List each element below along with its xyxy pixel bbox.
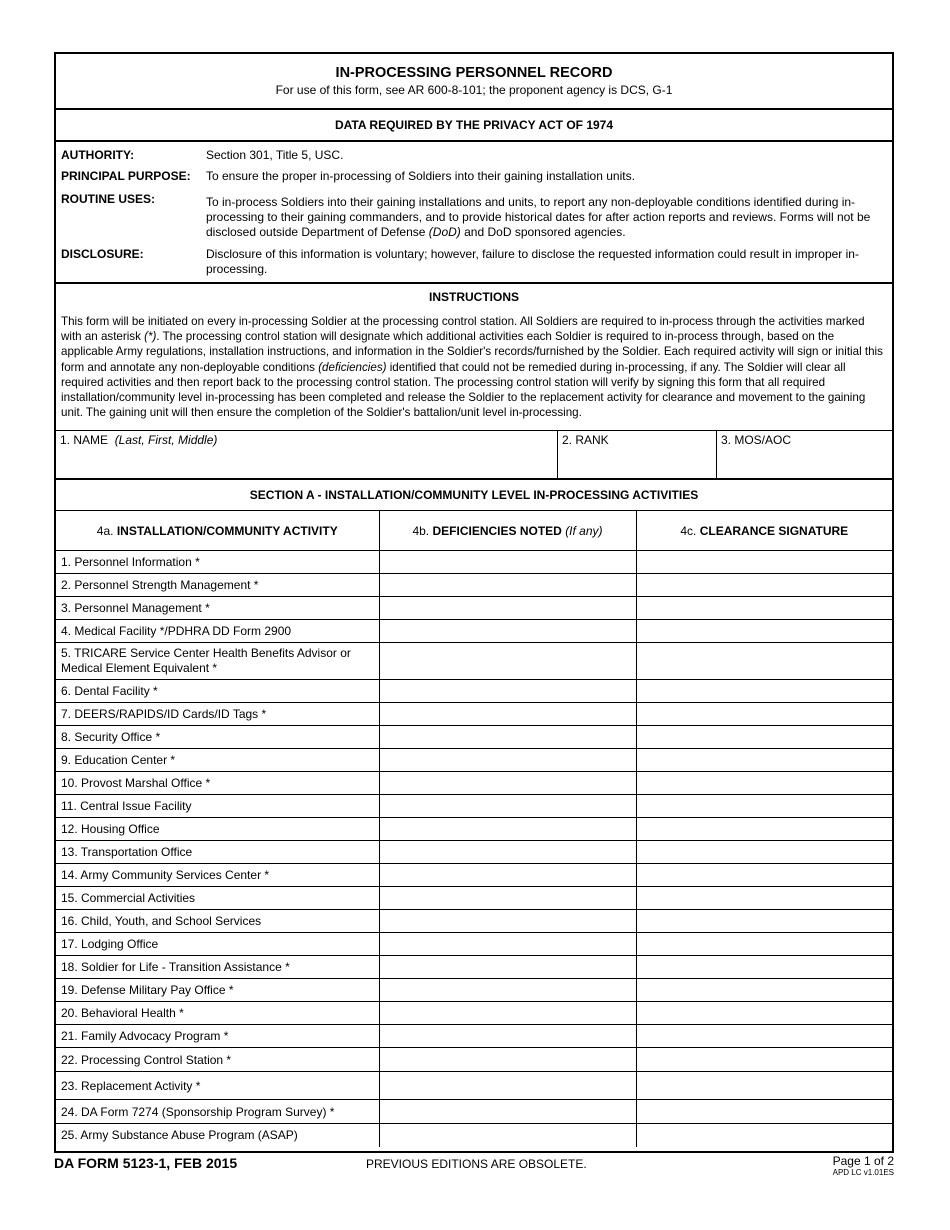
table-row (56, 933, 892, 956)
clearance-signature-input[interactable] (636, 910, 892, 933)
clearance-signature-input[interactable] (636, 680, 892, 703)
deficiencies-input[interactable] (379, 864, 636, 887)
deficiencies-input[interactable] (379, 887, 636, 910)
deficiencies-input[interactable] (379, 1124, 636, 1147)
privacy-act-heading: DATA REQUIRED BY THE PRIVACY ACT OF 1974 (56, 110, 892, 142)
deficiencies-input[interactable] (379, 795, 636, 818)
deficiencies-input[interactable] (379, 933, 636, 956)
clearance-signature-input[interactable] (636, 551, 892, 574)
deficiencies-input[interactable] (379, 597, 636, 620)
deficiencies-input[interactable] (379, 1048, 636, 1072)
activity-label: 14. Army Community Services Center * (56, 864, 379, 887)
privacy-act-statement (56, 142, 892, 284)
deficiencies-input[interactable] (379, 841, 636, 864)
deficiencies-input[interactable] (379, 703, 636, 726)
form-header (56, 54, 892, 110)
table-row (56, 1072, 892, 1100)
form-subtitle: For use of this form, see AR 600-8-101; the proponent agency is DCS, G-1 (275, 83, 673, 97)
table-header-row (56, 511, 892, 551)
authority-label: AUTHORITY: (61, 148, 135, 162)
page-number: Page 1 of 2 (832, 1154, 894, 1168)
activity-label: 9. Education Center * (56, 749, 379, 772)
table-row (56, 1124, 892, 1147)
activity-label: 11. Central Issue Facility (56, 795, 379, 818)
form-title: IN-PROCESSING PERSONNEL RECORD (335, 65, 613, 81)
clearance-signature-input[interactable] (636, 979, 892, 1002)
column-header-activity: 4a. INSTALLATION/COMMUNITY ACTIVITY (56, 511, 379, 551)
activities-table (56, 511, 892, 1147)
soldier-identification-row (56, 431, 892, 480)
activity-label: 3. Personnel Management * (56, 597, 379, 620)
table-row (56, 795, 892, 818)
clearance-signature-input[interactable] (636, 818, 892, 841)
activity-label: 4. Medical Facility */PDHRA DD Form 2900 (56, 620, 379, 643)
table-row (56, 551, 892, 574)
table-row (56, 887, 892, 910)
clearance-signature-input[interactable] (636, 703, 892, 726)
table-row (56, 680, 892, 703)
clearance-signature-input[interactable] (636, 574, 892, 597)
deficiencies-input[interactable] (379, 910, 636, 933)
routine-uses-label: ROUTINE USES: (61, 192, 156, 206)
clearance-signature-input[interactable] (636, 1048, 892, 1072)
instructions-text: This form will be initiated on every in-processing Soldier at the processing control station. All Soldiers are required to in-process through the activities marked with an asterisk (*). The processing control station will designate which additional activities each Soldier is required to in-process through, based on the applicable Army regulations, installation instructions, and information in the Soldier's records/furnished by the Soldier. Each required activity will sign or initial this form and annotate any non-deployable conditions (deficiencies) identified that could not be remedied during in-processing, if any. The Soldier will clear all required activities and then report back to the processing control station. The processing control station will verify by signing this form that all required installation/community level in-processing has been completed and release the Soldier to the replacement activity for clearance and movement to the gaining unit. The gaining unit will then ensure the completion of the Soldier's battalion/unit level in-processing. (61, 315, 883, 420)
table-row (56, 703, 892, 726)
activity-label: 7. DEERS/RAPIDS/ID Cards/ID Tags * (56, 703, 379, 726)
section-a-heading: SECTION A - INSTALLATION/COMMUNITY LEVEL IN-PROCESSING ACTIVITIES (56, 480, 892, 511)
form-number: DA FORM 5123-1, FEB 2015 (54, 1155, 238, 1171)
deficiencies-input[interactable] (379, 1100, 636, 1124)
activity-label: 19. Defense Military Pay Office * (56, 979, 379, 1002)
instructions-section (56, 284, 892, 431)
activity-label: 2. Personnel Strength Management * (56, 574, 379, 597)
form-version: APD LC v1.01ES (832, 1168, 894, 1177)
clearance-signature-input[interactable] (636, 1124, 892, 1147)
in-processing-form (54, 52, 894, 1153)
deficiencies-input[interactable] (379, 749, 636, 772)
activity-label: 6. Dental Facility * (56, 680, 379, 703)
rank-label: 2. RANK (562, 433, 609, 447)
clearance-signature-input[interactable] (636, 956, 892, 979)
authority-text: Section 301, Title 5, USC. (206, 148, 344, 162)
activity-label: 23. Replacement Activity * (56, 1072, 379, 1100)
clearance-signature-input[interactable] (636, 864, 892, 887)
deficiencies-input[interactable] (379, 1025, 636, 1048)
principal-purpose-text: To ensure the proper in-processing of Soldiers into their gaining installation units. (206, 169, 635, 183)
rank-field[interactable] (558, 431, 717, 478)
clearance-signature-input[interactable] (636, 643, 892, 680)
activity-label: 16. Child, Youth, and School Services (56, 910, 379, 933)
table-row (56, 574, 892, 597)
disclosure-text: Disclosure of this information is voluntary; however, failure to disclose the requested information could result in improper in-processing. (206, 247, 859, 276)
clearance-signature-input[interactable] (636, 1025, 892, 1048)
clearance-signature-input[interactable] (636, 933, 892, 956)
table-row (56, 1025, 892, 1048)
table-row (56, 818, 892, 841)
clearance-signature-input[interactable] (636, 1100, 892, 1124)
deficiencies-input[interactable] (379, 551, 636, 574)
table-row (56, 864, 892, 887)
principal-purpose-label: PRINCIPAL PURPOSE: (61, 169, 191, 183)
form-footer (54, 1153, 894, 1183)
activity-label: 18. Soldier for Life - Transition Assistance * (56, 956, 379, 979)
deficiencies-input[interactable] (379, 1002, 636, 1025)
table-row (56, 841, 892, 864)
table-row (56, 1100, 892, 1124)
table-row (56, 772, 892, 795)
activity-label: 22. Processing Control Station * (56, 1048, 379, 1072)
activity-label: 10. Provost Marshal Office * (56, 772, 379, 795)
table-row (56, 1002, 892, 1025)
name-hint: (Last, First, Middle) (114, 433, 218, 447)
activity-label: 15. Commercial Activities (56, 887, 379, 910)
activity-label: 12. Housing Office (56, 818, 379, 841)
deficiencies-input[interactable] (379, 620, 636, 643)
table-row (56, 956, 892, 979)
deficiencies-input[interactable] (379, 680, 636, 703)
table-row (56, 620, 892, 643)
activity-label: 17. Lodging Office (56, 933, 379, 956)
clearance-signature-input[interactable] (636, 620, 892, 643)
table-row (56, 910, 892, 933)
deficiencies-input[interactable] (379, 643, 636, 680)
table-row (56, 1048, 892, 1072)
clearance-signature-input[interactable] (636, 726, 892, 749)
activity-label: 8. Security Office * (56, 726, 379, 749)
name-field[interactable] (56, 431, 558, 478)
table-row (56, 749, 892, 772)
clearance-signature-input[interactable] (636, 772, 892, 795)
table-row (56, 979, 892, 1002)
deficiencies-input[interactable] (379, 574, 636, 597)
activity-label: 24. DA Form 7274 (Sponsorship Program Survey) * (56, 1100, 379, 1124)
activity-label: 5. TRICARE Service Center Health Benefits Advisor or Medical Element Equivalent * (56, 643, 379, 680)
clearance-signature-input[interactable] (636, 1072, 892, 1100)
clearance-signature-input[interactable] (636, 1002, 892, 1025)
column-header-clearance-signature: 4c. CLEARANCE SIGNATURE (636, 511, 892, 551)
clearance-signature-input[interactable] (636, 749, 892, 772)
clearance-signature-input[interactable] (636, 887, 892, 910)
instructions-heading: INSTRUCTIONS (429, 290, 519, 304)
deficiencies-input[interactable] (379, 818, 636, 841)
deficiencies-input[interactable] (379, 1072, 636, 1100)
table-row (56, 597, 892, 620)
disclosure-label: DISCLOSURE: (61, 247, 144, 261)
activity-label: 25. Army Substance Abuse Program (ASAP) (56, 1124, 379, 1147)
obsolete-notice: PREVIOUS EDITIONS ARE OBSOLETE. (366, 1157, 587, 1171)
table-row (56, 726, 892, 749)
clearance-signature-input[interactable] (636, 597, 892, 620)
clearance-signature-input[interactable] (636, 841, 892, 864)
mos-aoc-field[interactable] (717, 431, 892, 478)
routine-uses-text: To in-process Soldiers into their gaining installations and units, to report any non-deployable conditions identified during in-processing to their gaining commanders, and to provide historical dates for after action reports and reviews. Forms will not be disclosed outside Department of Defense (DoD) and DoD sponsored agencies. (206, 195, 871, 239)
activity-label: 20. Behavioral Health * (56, 1002, 379, 1025)
name-label: 1. NAME (60, 433, 109, 447)
column-header-deficiencies: 4b. DEFICIENCIES NOTED (If any) (379, 511, 636, 551)
mos-aoc-label: 3. MOS/AOC (721, 433, 792, 447)
activity-label: 13. Transportation Office (56, 841, 379, 864)
deficiencies-input[interactable] (379, 772, 636, 795)
deficiencies-input[interactable] (379, 956, 636, 979)
activity-label: 1. Personnel Information * (56, 551, 379, 574)
table-row (56, 643, 892, 680)
clearance-signature-input[interactable] (636, 795, 892, 818)
deficiencies-input[interactable] (379, 726, 636, 749)
activity-label: 21. Family Advocacy Program * (56, 1025, 379, 1048)
deficiencies-input[interactable] (379, 979, 636, 1002)
